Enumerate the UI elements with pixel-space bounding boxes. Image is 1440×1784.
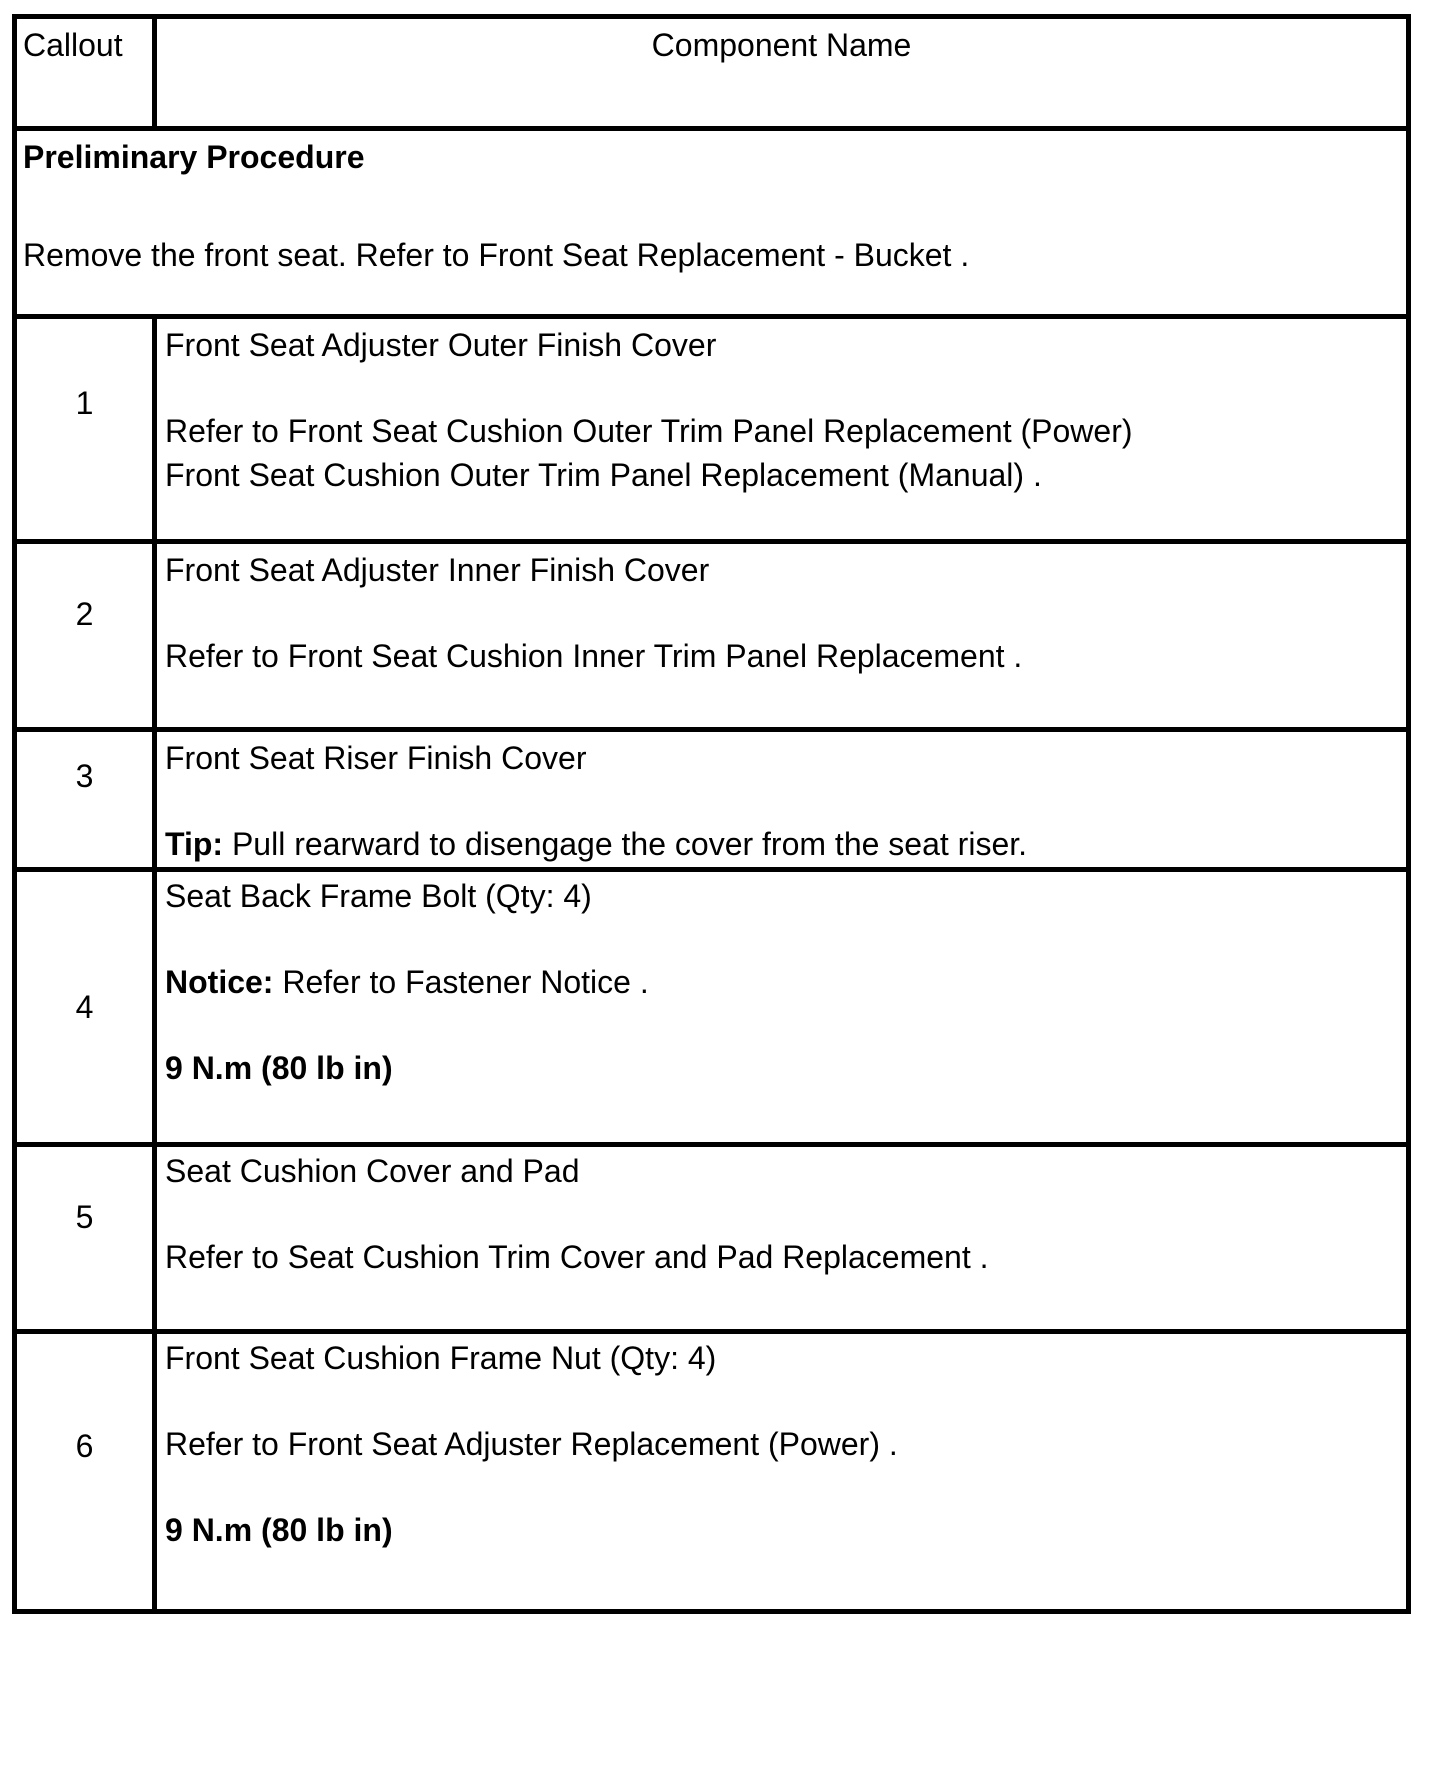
- component-name: Front Seat Adjuster Outer Finish Cover: [165, 327, 717, 363]
- table-row: [15, 870, 1409, 1145]
- component-name-column-header: Component Name: [155, 17, 1409, 129]
- component-cell: [155, 317, 1409, 542]
- reference-text: Refer to Seat Cushion Trim Cover and Pad Replacement .: [165, 1239, 989, 1275]
- reference-text: Refer to Front Seat Adjuster Replacement (Power) .: [165, 1426, 898, 1462]
- preliminary-procedure-row: [15, 129, 1409, 317]
- reference-line-1: Refer to Front Seat Cushion Outer Trim Panel Replacement (Power): [165, 413, 1133, 449]
- table-row: [15, 1332, 1409, 1612]
- component-cell: [155, 542, 1409, 730]
- notice-label: Notice:: [165, 964, 274, 1000]
- tip-body: Pull rearward to disengage the cover from the seat riser.: [223, 826, 1028, 862]
- component-table: [12, 14, 1411, 1614]
- tip-text: [165, 822, 1406, 866]
- notice-text: [165, 960, 1406, 1004]
- table-row: [15, 1145, 1409, 1332]
- table-row: [15, 317, 1409, 542]
- component-name: Front Seat Riser Finish Cover: [165, 740, 587, 776]
- callout-column-header: Callout: [15, 17, 155, 129]
- reference-line-2: Front Seat Cushion Outer Trim Panel Replacement (Manual) .: [165, 457, 1042, 493]
- callout-number: 2: [15, 542, 155, 730]
- callout-number: 1: [15, 317, 155, 542]
- torque-spec: 9 N.m (80 lb in): [165, 1050, 393, 1086]
- torque-spec: 9 N.m (80 lb in): [165, 1512, 393, 1548]
- component-cell: [155, 730, 1409, 870]
- table-header-row: [15, 17, 1409, 129]
- component-name: Front Seat Adjuster Inner Finish Cover: [165, 552, 710, 588]
- tip-label: Tip:: [165, 826, 224, 862]
- component-name: Seat Back Frame Bolt (Qty: 4): [165, 878, 592, 914]
- callout-number: 4: [15, 870, 155, 1145]
- component-name: Seat Cushion Cover and Pad: [165, 1153, 580, 1189]
- preliminary-procedure-title: Preliminary Procedure: [23, 139, 365, 175]
- table-row: [15, 730, 1409, 870]
- notice-body: Refer to Fastener Notice .: [273, 964, 649, 1000]
- callout-number: 5: [15, 1145, 155, 1332]
- component-cell: [155, 1145, 1409, 1332]
- component-cell: [155, 1332, 1409, 1612]
- preliminary-procedure-text: Remove the front seat. Refer to Front Seat Replacement - Bucket .: [23, 237, 970, 273]
- callout-number: 3: [15, 730, 155, 870]
- component-cell: [155, 870, 1409, 1145]
- component-name: Front Seat Cushion Frame Nut (Qty: 4): [165, 1340, 717, 1376]
- callout-number: 6: [15, 1332, 155, 1612]
- table-row: [15, 542, 1409, 730]
- preliminary-procedure-cell: [15, 129, 1409, 317]
- reference-text: Refer to Front Seat Cushion Inner Trim Panel Replacement .: [165, 638, 1023, 674]
